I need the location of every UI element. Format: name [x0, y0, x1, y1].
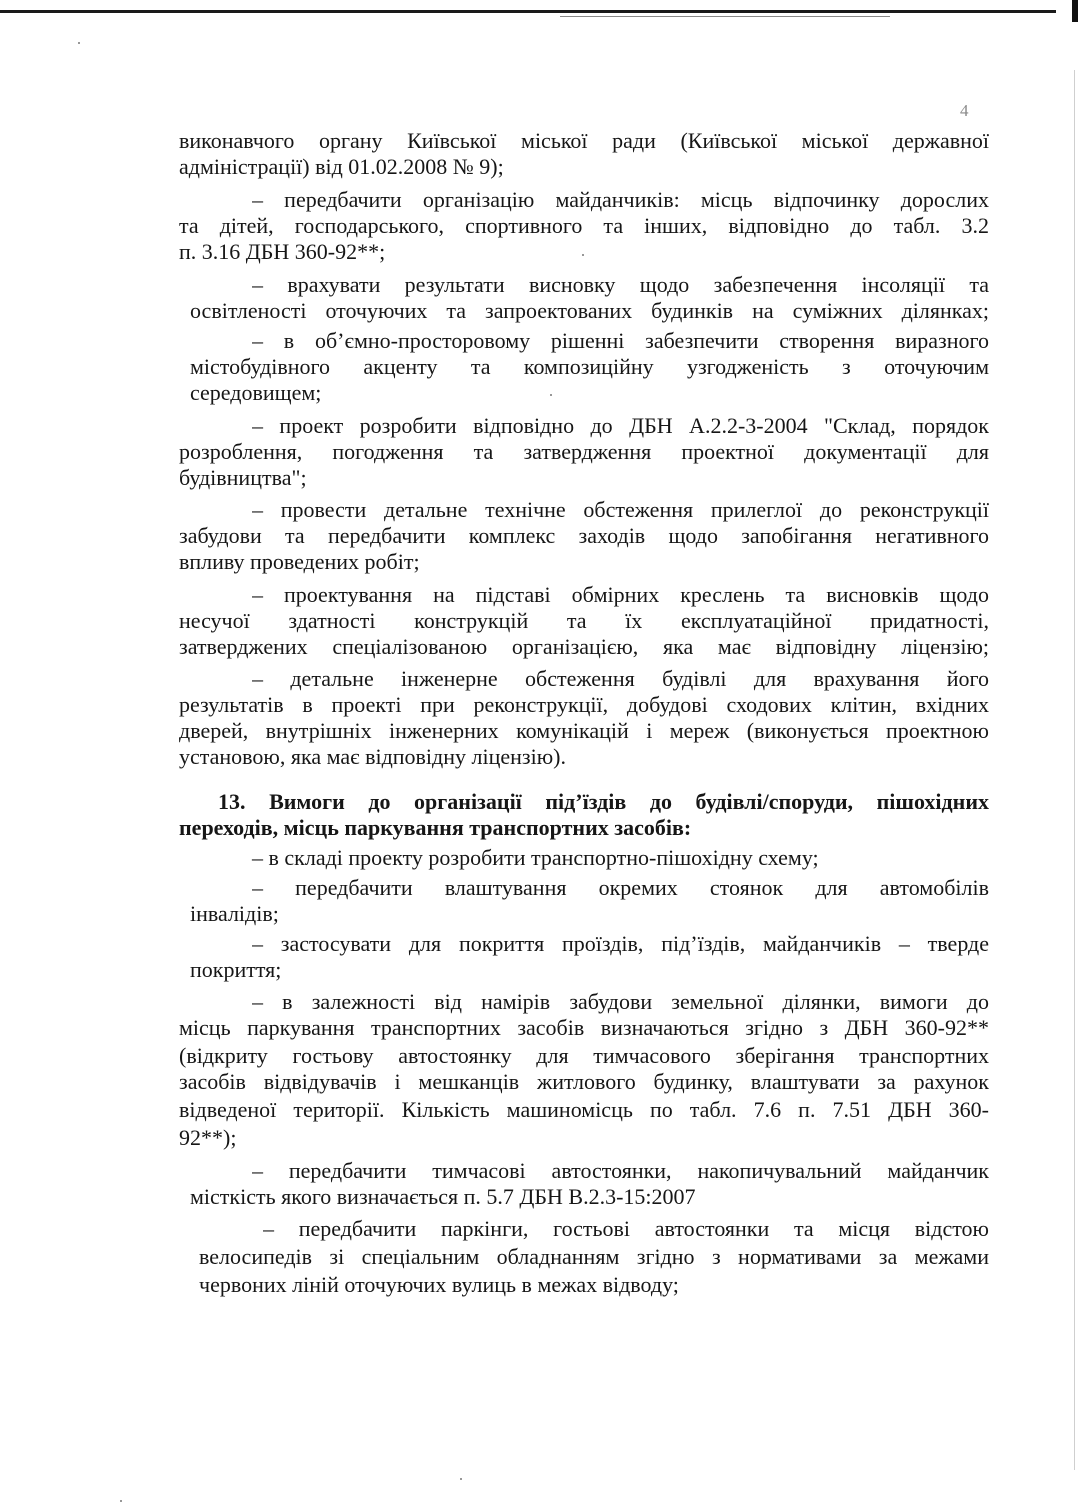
text-line: містобудівного акценту та композиційну узгодженість з оточуючим	[190, 354, 989, 379]
text-line: забудови та передбачити комплекс заходів щодо запобігання негативного	[179, 523, 989, 548]
text-line: – врахувати результати висновку щодо забезпечення інсоляції та	[252, 272, 989, 297]
text-line: – передбачити тимчасові автостоянки, накопичувальний майданчик	[252, 1158, 989, 1183]
scan-speck	[120, 1500, 122, 1502]
text-line: – провести детальне технічне обстеження прилеглої до реконструкції	[252, 497, 989, 522]
text-line: п. 3.16 ДБН 360-92**;	[179, 239, 386, 264]
page-number: 4	[960, 101, 969, 120]
text-line: – в складі проекту розробити транспортно-пішохідну схему;	[252, 845, 819, 870]
text-line: – детальне інженерне обстеження будівлі для врахування його	[252, 666, 989, 691]
text-line: червоних ліній оточуючих вулиць в межах відводу;	[199, 1272, 679, 1297]
text-line: – передбачити влаштування окремих стоянок для автомобілів	[252, 875, 989, 900]
text-line: – застосувати для покриття проїздів, під’їздів, майданчиків – тверде	[252, 931, 989, 956]
text-line: – в об’ємно-просторовому рішенні забезпечити створення виразного	[252, 328, 989, 353]
text-line: 92**);	[179, 1125, 237, 1150]
text-line: установою, яка має відповідну ліцензію).	[179, 744, 566, 769]
text-line: – проектування на підставі обмірних креслень та висновків щодо	[252, 582, 989, 607]
text-line: засобів відвідувачів і мешканців житлового будинку, влаштувати за рахунок	[179, 1069, 989, 1094]
scan-speck	[78, 42, 80, 44]
text-line: – передбачити паркінги, гостьові автостоянки та місця відстою	[263, 1216, 989, 1241]
text-line: – проект розробити відповідно до ДБН А.2.2-3-2004 "Склад, порядок	[252, 413, 989, 438]
text-line: велосипедів зі спеціальним обладнанням згідно з нормативами за межами	[199, 1244, 989, 1269]
text-line: будівництва";	[179, 465, 307, 490]
text-line: дверей, внутрішніх інженерних комунікацій і мереж (виконується проектною	[179, 718, 989, 743]
text-line: місць паркування транспортних засобів визначаються згідно з ДБН 360-92**	[179, 1015, 989, 1040]
section-heading: переходів, місць паркування транспортних засобів:	[179, 815, 692, 840]
text-line: результатів в проекті при реконструкції, добудові сходових клітин, вхідних	[179, 692, 989, 717]
text-line: покриття;	[190, 957, 282, 982]
text-line: інвалідів;	[190, 901, 279, 926]
text-line: середовищем;	[190, 380, 322, 405]
text-line: – в залежності від намірів забудови земельної ділянки, вимоги до	[252, 989, 989, 1014]
section-heading: 13. Вимоги до організації під’їздів до будівлі/споруди, пішохідних	[218, 789, 989, 814]
text-line: (відкриту гостьову автостоянку для тимчасового зберігання транспортних	[179, 1043, 989, 1068]
text-line: впливу проведених робіт;	[179, 549, 420, 574]
text-line: несучої здатності конструкцій та їх експлуатаційної придатності,	[179, 608, 989, 633]
scan-speck	[460, 1478, 462, 1480]
text-line: розроблення, погодження та затвердження проектної документації для	[179, 439, 989, 464]
text-line: виконавчого органу Київської міської ради (Київської міської державної	[179, 128, 989, 153]
scan-speck	[582, 254, 584, 256]
text-line: адміністрації) від 01.02.2008 № 9);	[179, 154, 504, 179]
text-line: затверджених спеціалізованою організацією, яка має відповідну ліцензію;	[179, 634, 989, 659]
text-line: та дітей, господарського, спортивного та інших, відповідно до табл. 3.2	[179, 213, 989, 238]
text-line: – передбачити організацію майданчиків: місць відпочинку дорослих	[252, 187, 989, 212]
text-line: місткість якого визначається п. 5.7 ДБН В.2.3-15:2007	[190, 1184, 696, 1209]
text-line: освітленості оточуючих та запроектованих будинків на суміжних ділянках;	[190, 298, 989, 323]
text-line: відведеної території. Кількість машиномісць по табл. 7.6 п. 7.51 ДБН 360-	[179, 1097, 989, 1122]
scan-speck	[550, 394, 552, 396]
